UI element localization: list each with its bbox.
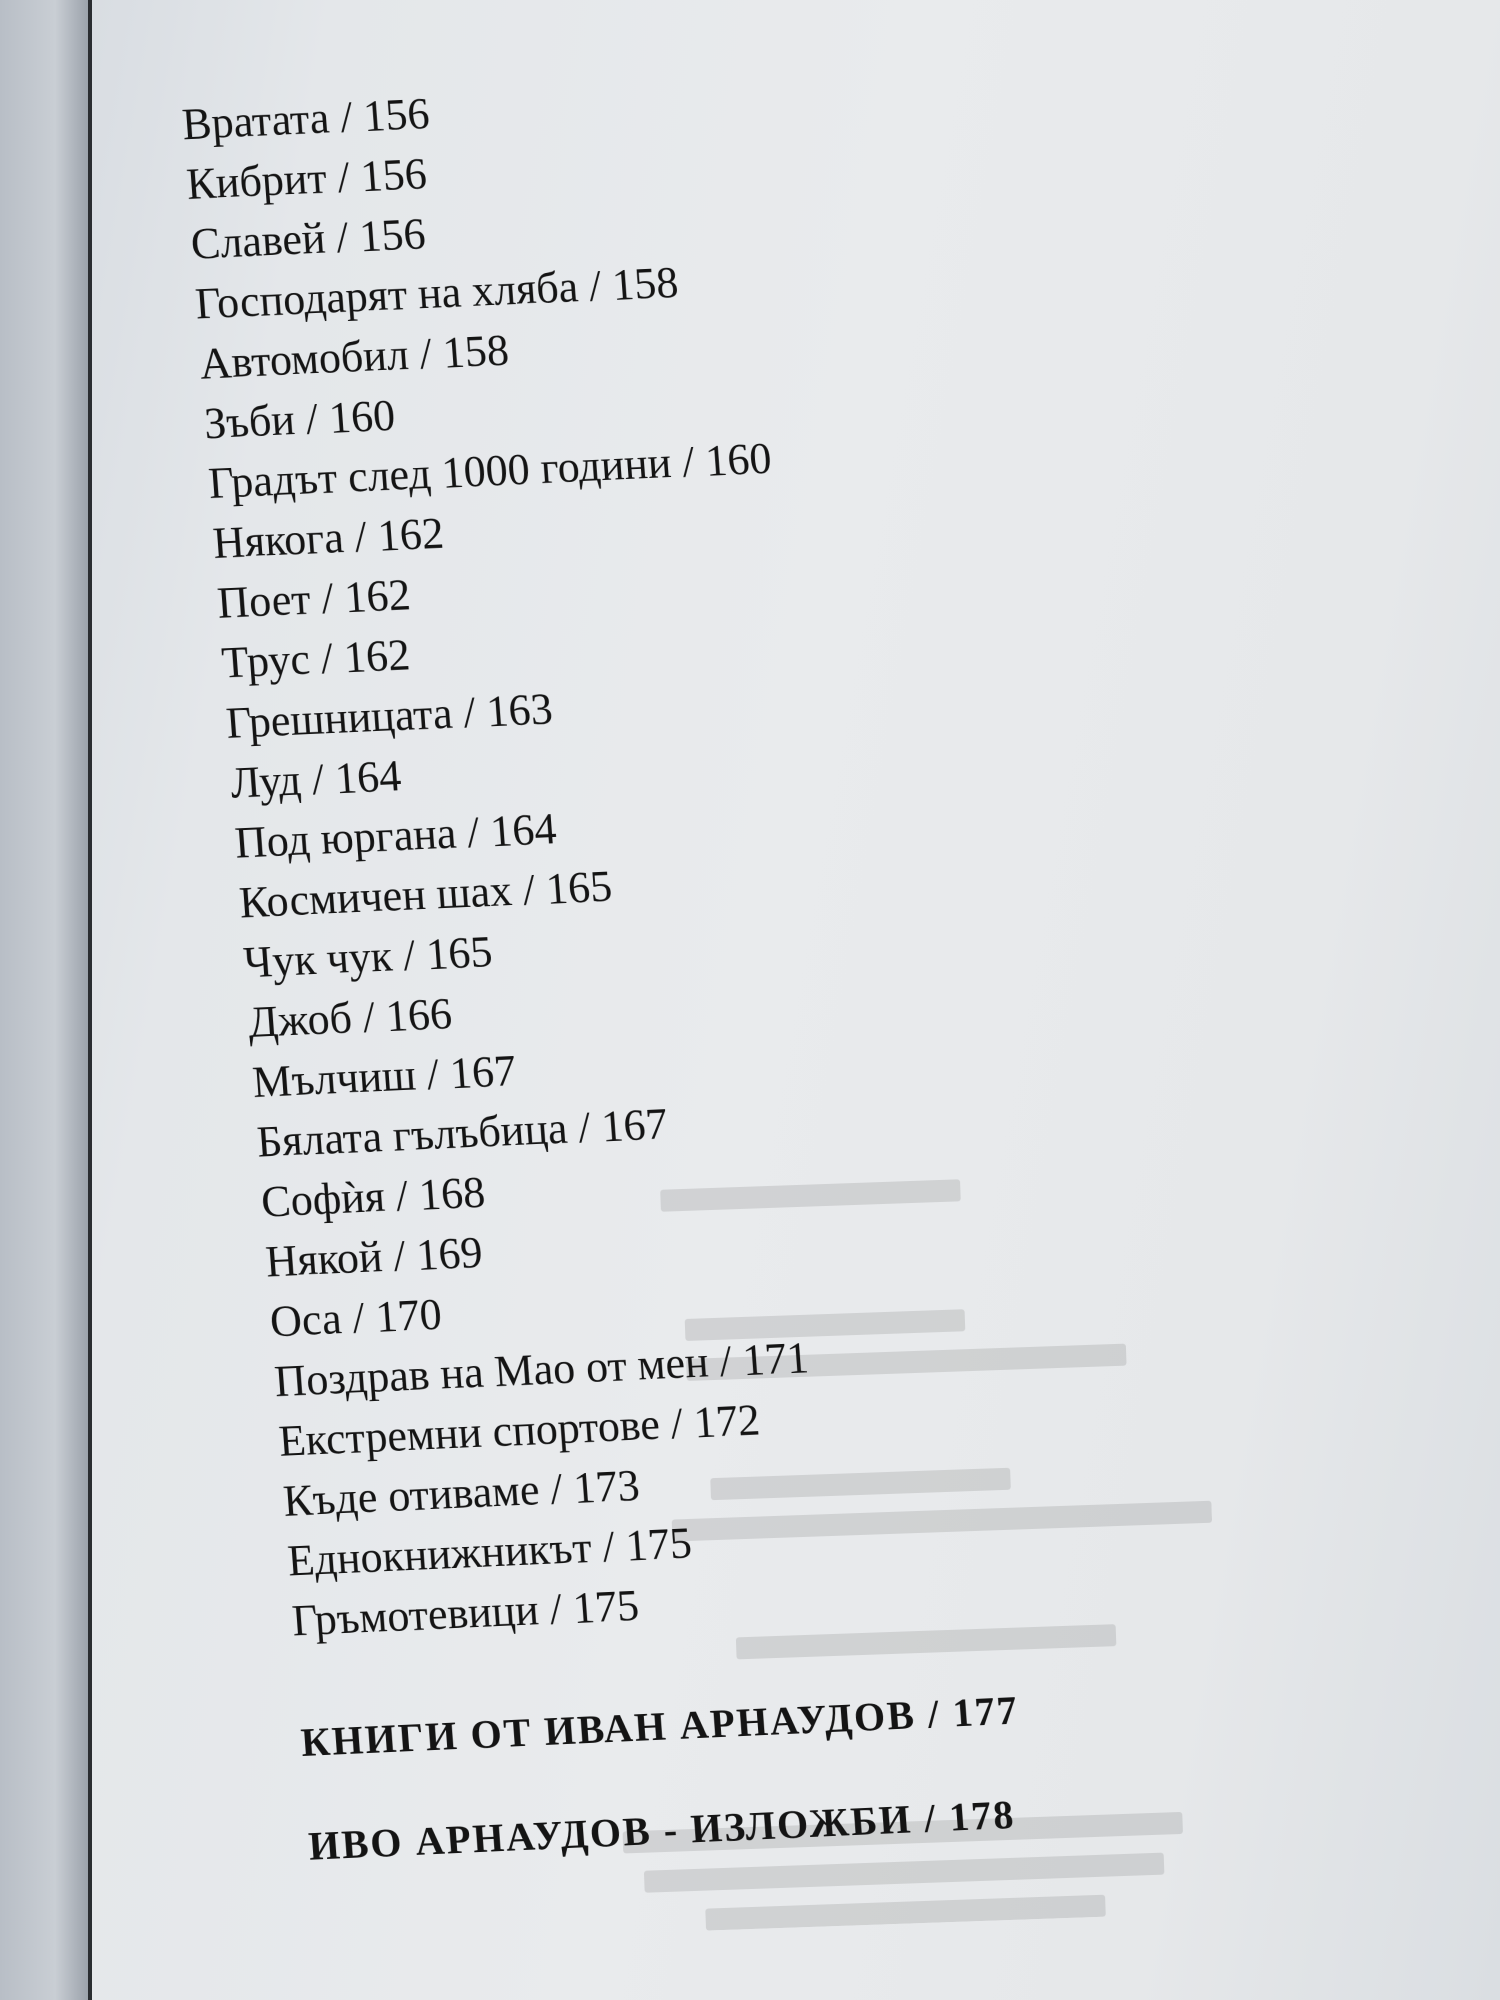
toc-entry: Славей / 156 bbox=[189, 209, 428, 269]
toc-entry: Бялата гълъбица / 167 bbox=[255, 1099, 670, 1167]
toc-entry: Трус / 162 bbox=[219, 630, 412, 688]
toc-entry: Мълчиш / 167 bbox=[250, 1045, 518, 1107]
toc-entry: Луд / 164 bbox=[228, 750, 403, 808]
toc-entry: Някога / 162 bbox=[211, 508, 446, 568]
toc-entry: Чук чук / 165 bbox=[241, 926, 494, 987]
toc-entry: Кибрит / 156 bbox=[184, 148, 429, 209]
toc-entry: Софѝя / 168 bbox=[259, 1167, 487, 1227]
gutter-shadow-line bbox=[88, 0, 92, 2000]
toc-entry: Под юргана / 164 bbox=[233, 803, 559, 868]
toc-entry: Вратата / 156 bbox=[180, 88, 432, 149]
toc-entry: Екстремни спортове / 172 bbox=[277, 1395, 762, 1466]
toc-entry: Зъби / 160 bbox=[202, 390, 397, 449]
toc-entry: Автомобил / 158 bbox=[197, 325, 511, 389]
toc-entry: Еднокнижникът / 175 bbox=[285, 1518, 694, 1586]
toc-entry: Някой / 169 bbox=[263, 1227, 485, 1287]
toc-entry: Поет / 162 bbox=[215, 570, 413, 628]
toc-section-heading: КНИГИ ОТ ИВАН АРНАУДОВ / 177 bbox=[299, 1687, 1021, 1766]
toc-entry: Гръмотевици / 175 bbox=[290, 1580, 641, 1646]
toc-entry: Космичен шах / 165 bbox=[237, 861, 614, 928]
toc-entry: Поздрав на Мао от мен / 171 bbox=[272, 1332, 811, 1406]
toc-entry: Господарят на хляба / 158 bbox=[193, 257, 680, 329]
toc-entry: Градът след 1000 години / 160 bbox=[206, 433, 774, 509]
table-of-contents bbox=[180, 50, 1310, 1877]
toc-entry: Грешницата / 163 bbox=[224, 683, 555, 748]
book-gutter bbox=[0, 0, 92, 2000]
toc-entry: Джоб / 166 bbox=[246, 988, 454, 1047]
toc-section-heading: ИВО АРНАУДОВ - ИЗЛОЖБИ / 178 bbox=[306, 1791, 1017, 1869]
toc-entry: Къде отиваме / 173 bbox=[281, 1460, 642, 1526]
toc-entry: Оса / 170 bbox=[268, 1289, 444, 1347]
